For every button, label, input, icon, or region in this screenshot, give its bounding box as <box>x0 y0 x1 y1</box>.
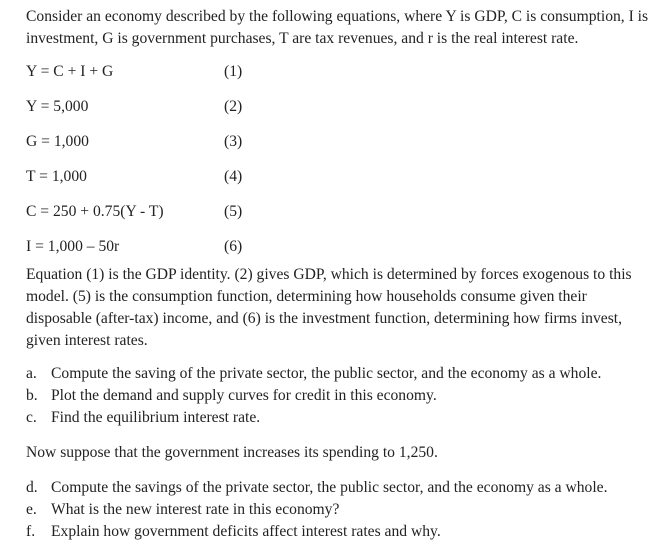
question-letter: f. <box>26 523 36 540</box>
explanation-paragraph: Equation (1) is the GDP identity. (2) gives GDP, which is determined by forces exogenous to this model. (5) is the consumption function, determining how households consume given their disposable (after-tax) income, and (6) is the investment function, determining how firms invest, given interest rates. <box>26 266 632 349</box>
equation-expression: C = 250 + 0.75(Y - T) <box>26 202 164 220</box>
equation-number: (1) <box>224 62 243 80</box>
equation-expression: G = 1,000 <box>26 132 89 150</box>
question-item <box>26 407 656 429</box>
scenario-paragraph: Now suppose that the government increases its spending to 1,250. <box>26 444 438 461</box>
question-item <box>26 521 656 543</box>
question-item <box>26 499 656 521</box>
question-item <box>26 363 656 385</box>
document-page <box>26 6 656 543</box>
question-letter: b. <box>26 387 38 404</box>
equation-row <box>26 89 656 124</box>
question-item <box>26 477 656 499</box>
question-text: Find the equilibrium interest rate. <box>51 409 261 426</box>
equation-row <box>26 229 656 264</box>
question-letter: a. <box>26 365 37 382</box>
question-item <box>26 385 656 407</box>
equation-row <box>26 159 656 194</box>
question-text: Explain how government deficits affect interest rates and why. <box>51 523 441 540</box>
equation-row <box>26 124 656 159</box>
equation-expression: I = 1,000 – 50r <box>26 237 120 255</box>
equation-row <box>26 54 656 89</box>
equation-number: (5) <box>224 202 243 220</box>
equation-number: (3) <box>224 132 243 150</box>
question-letter: c. <box>26 409 37 426</box>
equation-expression: Y = C + I + G <box>26 62 114 80</box>
equation-number: (4) <box>224 167 243 185</box>
equation-number: (6) <box>224 237 243 255</box>
question-list-first <box>26 363 656 429</box>
intro-paragraph: Consider an economy described by the following equations, where Y is GDP, C is consumption, I is investment, G is government purchases, T are tax revenues, and r is the real interest rate. <box>26 8 649 47</box>
question-text: What is the new interest rate in this economy? <box>51 501 340 518</box>
question-text: Compute the saving of the private sector, the public sector, and the economy as a whole. <box>51 365 602 382</box>
equation-number: (2) <box>224 97 243 115</box>
question-text: Plot the demand and supply curves for credit in this economy. <box>51 387 437 404</box>
equation-expression: Y = 5,000 <box>26 97 89 115</box>
equation-row <box>26 194 656 229</box>
question-list-second <box>26 477 656 543</box>
equation-list <box>26 54 656 264</box>
question-text: Compute the savings of the private sector, the public sector, and the economy as a whole. <box>51 479 608 496</box>
question-letter: d. <box>26 479 38 496</box>
equation-expression: T = 1,000 <box>26 167 87 185</box>
question-letter: e. <box>26 501 37 518</box>
